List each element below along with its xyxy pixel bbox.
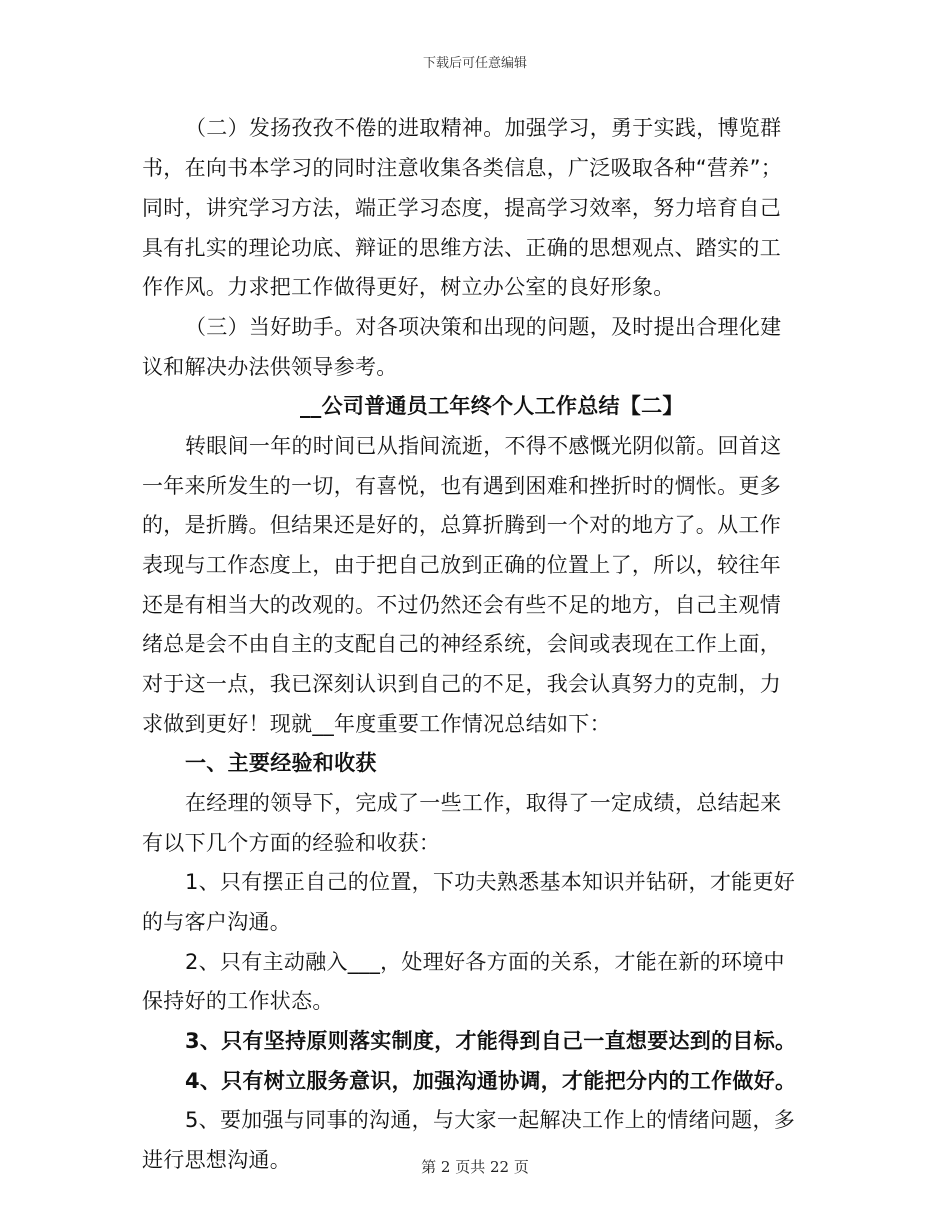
- paragraph-line: 在经理的领导下，完成了一些工作，取得了一定成绩，总结起来: [185, 791, 782, 815]
- list-item: 2、只有主动融入___，处理好各方面的关系，才能在新的环境中: [185, 950, 785, 974]
- page-number-footer: 第 2 页共 22 页: [421, 1158, 529, 1176]
- paragraph-line: 转眼间一年的时间已从指间流逝，不得不感慨光阴似箭。回首这: [185, 434, 782, 458]
- paragraph-line: 还是有相当大的改观的。不过仍然还会有些不足的地方，自己主观情: [142, 593, 781, 617]
- paragraph-line: 同时，讲究学习方法，端正学习态度，提高学习效率，努力培育自己: [142, 196, 781, 220]
- paragraph-line: 一年来所发生的一切，有喜悦，也有遇到困难和挫折时的惆怅。更多: [142, 474, 781, 498]
- paragraph-line: 作作风。力求把工作做得更好，树立办公室的良好形象。: [142, 275, 675, 299]
- paragraph-line: 求做到更好！现就__年度重要工作情况总结如下：: [142, 712, 611, 736]
- paragraph-line: 书，在向书本学习的同时注意收集各类信息，广泛吸取各种“营养”；: [142, 156, 783, 180]
- page-header: 下载后可任意编辑: [422, 56, 527, 71]
- subsection-heading: 一、主要经验和收获: [185, 751, 377, 775]
- paragraph-line: 对于这一点，我已深刻认识到自己的不足，我会认真努力的克制，力: [142, 672, 781, 696]
- list-item-bold: 3、只有坚持原则落实制度，才能得到自己一直想要达到的目标。: [185, 1029, 797, 1053]
- paragraph-line: （二）发扬孜孜不倦的进取精神。加强学习，勇于实践，博览群: [185, 116, 782, 140]
- paragraph-line: （三）当好助手。对各项决策和出现的问题，及时提出合理化建: [185, 315, 782, 339]
- paragraph-line: 表现与工作态度上，由于把自己放到正确的位置上了，所以，较往年: [142, 553, 781, 577]
- list-item: 5、要加强与同事的沟通，与大家一起解决工作上的情绪问题，多: [185, 1108, 796, 1132]
- section-title: __公司普通员工年终个人工作总结【二】: [300, 394, 684, 418]
- paragraph-line: 的，是折腾。但结果还是好的，总算折腾到一个对的地方了。从工作: [142, 513, 781, 537]
- paragraph-line: 有以下几个方面的经验和收获：: [142, 831, 441, 855]
- list-item-continuation: 保持好的工作状态。: [142, 989, 334, 1013]
- paragraph-line: 议和解决办法供领导参考。: [142, 355, 398, 379]
- paragraph-line: 绪总是会不由自主的支配自己的神经系统，会间或表现在工作上面，: [142, 632, 781, 656]
- paragraph-line: 具有扎实的理论功底、辩证的思维方法、正确的思想观点、踏实的工: [142, 236, 781, 260]
- list-item-continuation: 进行思想沟通。: [142, 1148, 292, 1172]
- list-item-continuation: 的与客户沟通。: [142, 910, 292, 934]
- list-item: 1、只有摆正自己的位置，下功夫熟悉基本知识并钻研，才能更好: [185, 870, 796, 894]
- list-item-bold: 4、只有树立服务意识，加强沟通协调，才能把分内的工作做好。: [185, 1069, 797, 1093]
